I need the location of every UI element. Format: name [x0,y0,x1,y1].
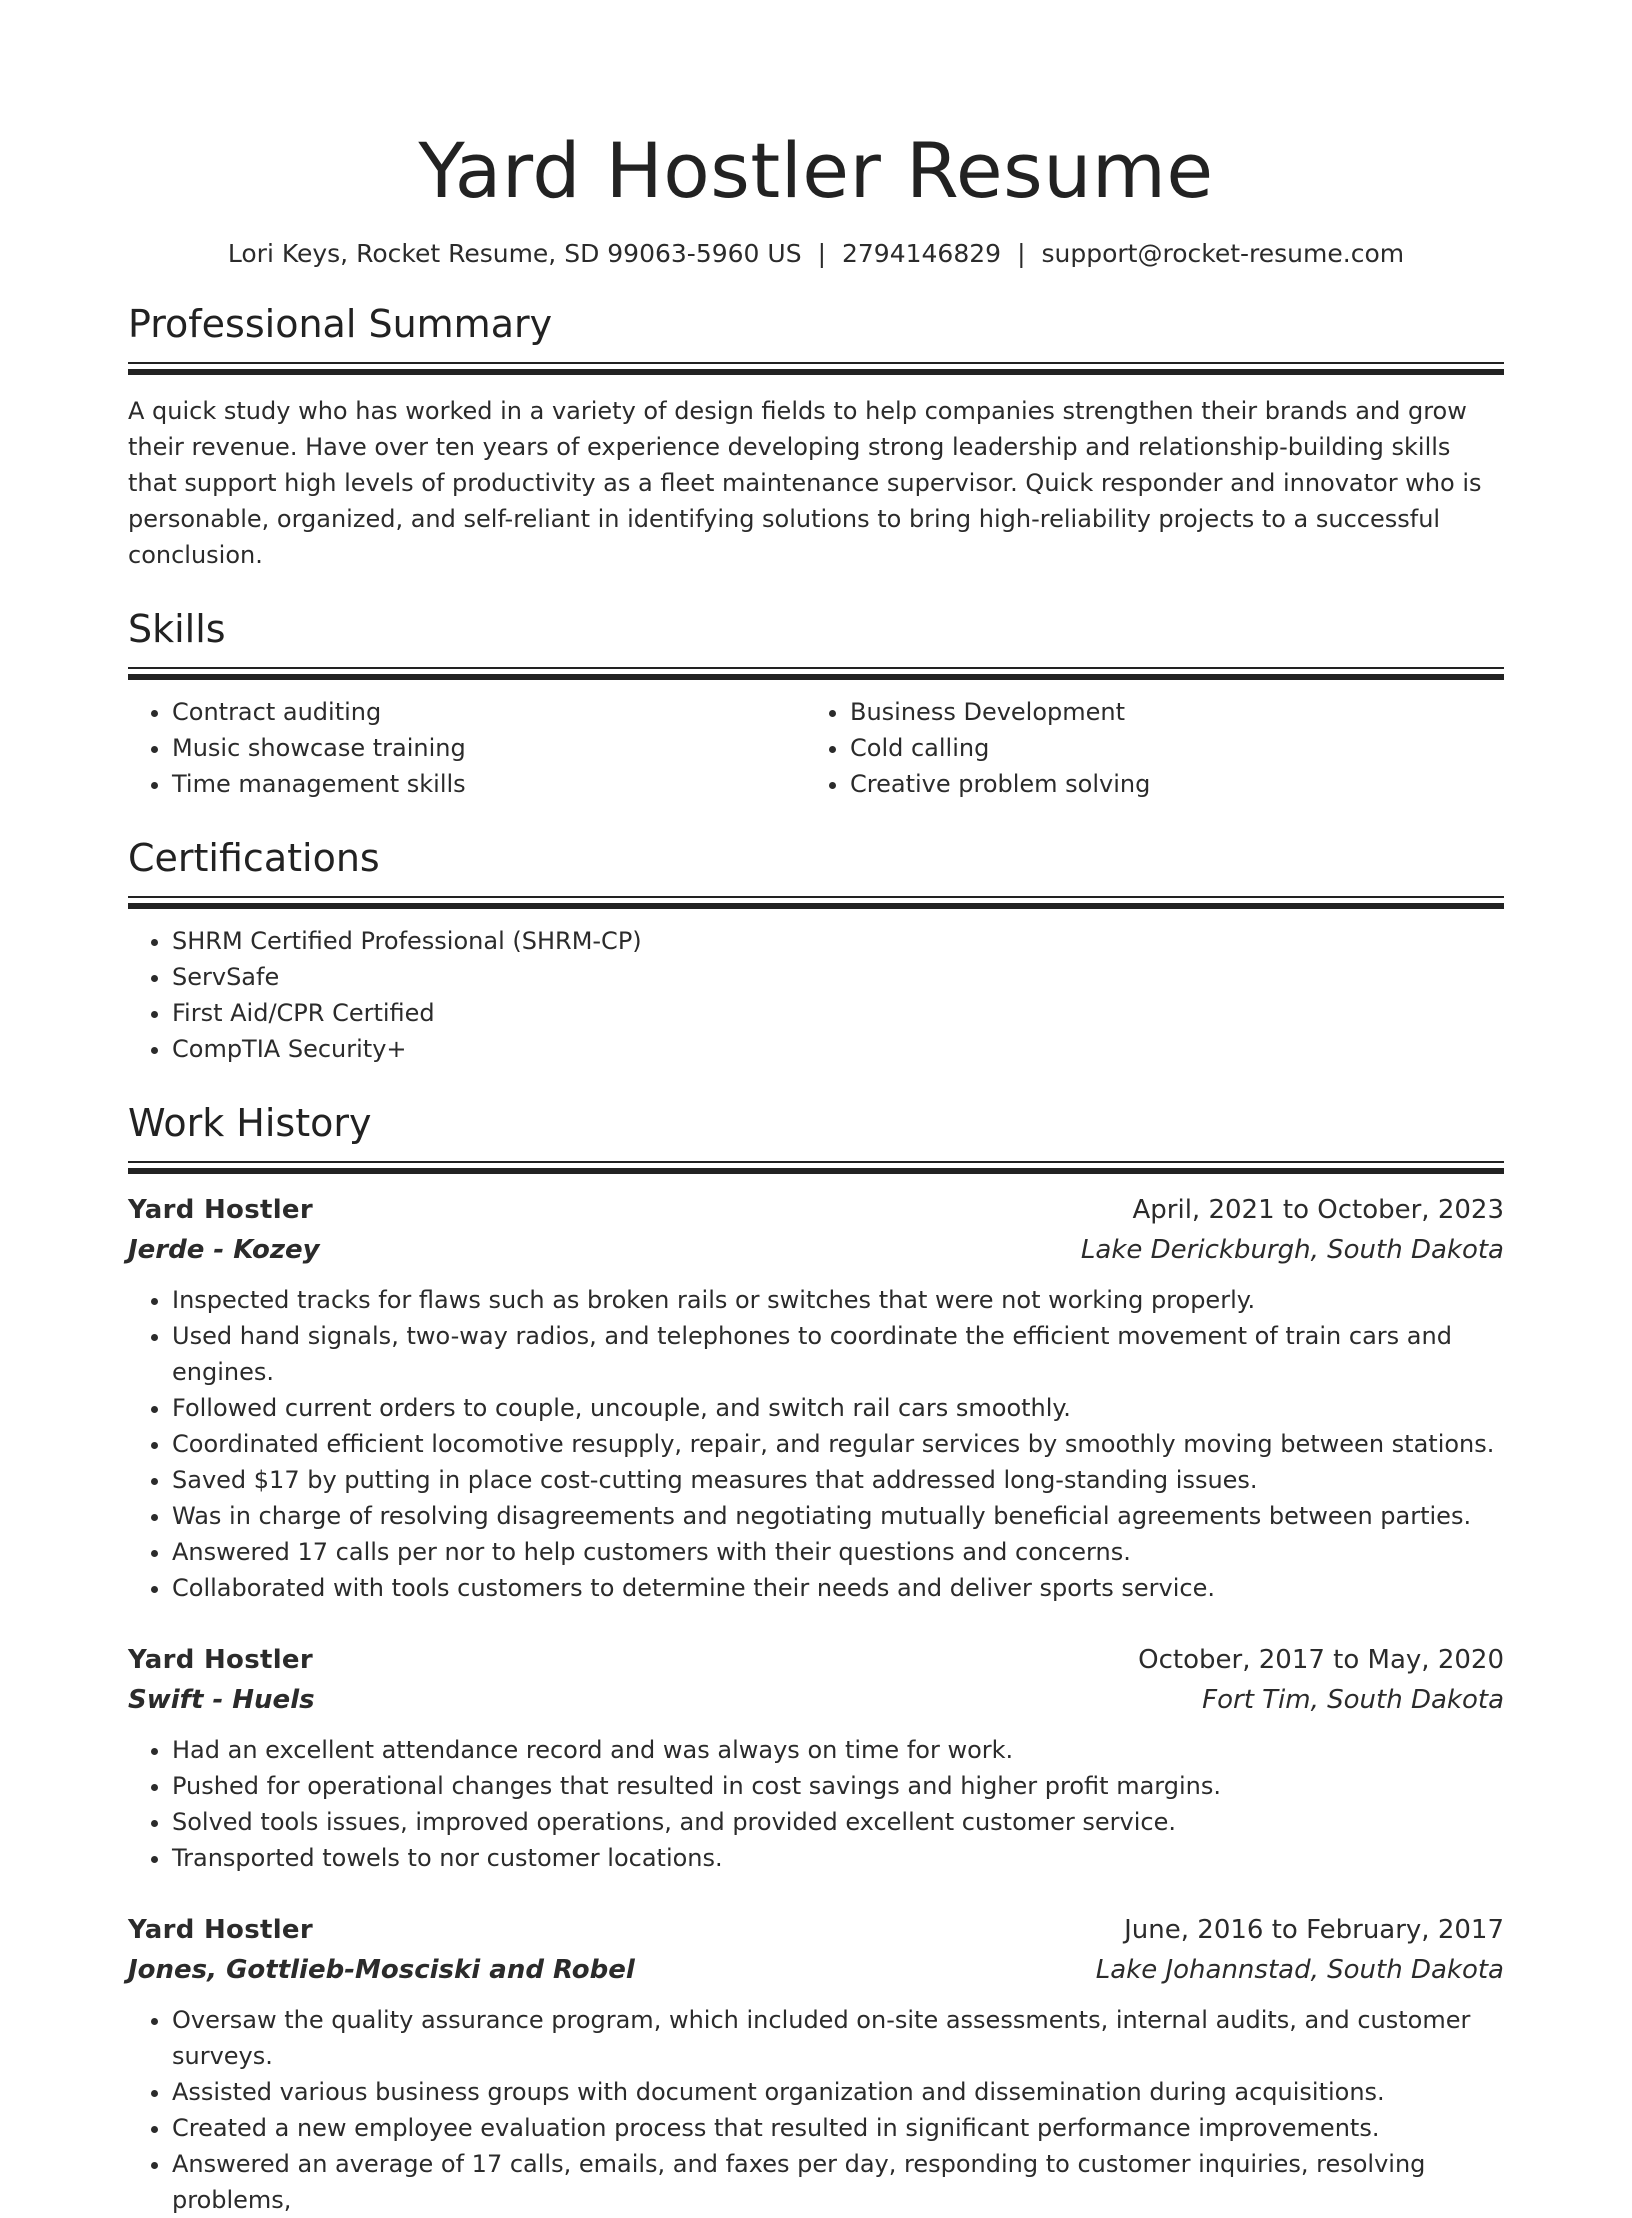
job-entry [128,1640,1504,1876]
job-bullets [128,1732,1504,1876]
job-bullet: • Pushed for operational changes that resulted in cost savings and higher profit margins. [172,1768,1504,1804]
job-bullet: • Used hand signals, two-way radios, and telephones to coordinate the efficient movement of train cars and engines. [172,1318,1504,1390]
job-location: Lake Johannstad, South Dakota [1095,1955,1504,1985]
certification-item: • SHRM Certified Professional (SHRM-CP) [172,923,1504,959]
job-bullet: • Answered 17 calls per nor to help customers with their questions and concerns. [172,1534,1504,1570]
skill-item: • Cold calling [850,730,1504,766]
job-bullet: • Had an excellent attendance record and was always on time for work. [172,1732,1504,1768]
resume-page [128,0,1504,2218]
section-divider [128,896,1504,909]
job-bullet: • Created a new employee evaluation process that resulted in significant performance improvements. [172,2110,1504,2146]
contact-line [128,238,1504,270]
section-divider [128,1161,1504,1174]
job-bullet: • Was in charge of resolving disagreements and negotiating mutually beneficial agreements between parties. [172,1498,1504,1534]
job-location: Lake Derickburgh, South Dakota [1080,1235,1504,1265]
certifications-heading: Certifications [128,836,380,880]
contact-email: support@rocket-resume.com [1041,239,1405,268]
job-company: Jones, Gottlieb-Mosciski and Robel [128,1955,635,1985]
job-dates: June, 2016 to February, 2017 [1124,1915,1504,1945]
skill-item: • Creative problem solving [850,766,1504,802]
job-dates: October, 2017 to May, 2020 [1138,1645,1504,1675]
skill-item: • Business Development [850,694,1504,730]
job-bullet: • Followed current orders to couple, uncouple, and switch rail cars smoothly. [172,1390,1504,1426]
work-history-section [128,1097,1504,2218]
job-bullet: • Solved tools issues, improved operations, and provided excellent customer service. [172,1804,1504,1840]
job-title: Yard Hostler [128,1195,313,1225]
job-bullet: • Answered an average of 17 calls, emails, and faxes per day, responding to customer inquiries, resolving problems, [172,2146,1504,2218]
contact-separator: | [817,239,826,268]
certification-item: • CompTIA Security+ [172,1031,1504,1067]
job-bullet: • Transported towels to nor customer locations. [172,1840,1504,1876]
skill-item: • Music showcase training [172,730,806,766]
job-title: Yard Hostler [128,1915,313,1945]
summary-text: A quick study who has worked in a variety of design fields to help companies strengthen their brands and grow their revenue. Have over ten years of experience developing strong leadership and relationship-building skills that support high levels of productivity as a fleet maintenance supervisor. Quick responder and innovator who is personable, organized, and self-reliant in identifying solutions to bring high-reliability projects to a successful conclusion. [128,397,1482,569]
job-bullet: • Inspected tracks for flaws such as broken rails or switches that were not working properly. [172,1282,1504,1318]
skill-item: • Contract auditing [172,694,806,730]
certification-item: • ServSafe [172,959,1504,995]
skills-list-left [128,694,806,802]
certifications-section [128,832,1504,1067]
certification-item: • First Aid/CPR Certified [172,995,1504,1031]
skills-heading: Skills [128,607,226,651]
certifications-list [128,923,1504,1067]
job-bullet: • Assisted various business groups with document organization and dissemination during acquisitions. [172,2074,1504,2110]
job-bullets [128,2002,1504,2218]
skills-section [128,603,1504,802]
job-company: Swift - Huels [128,1685,315,1715]
skills-list-right [806,694,1504,802]
job-entry [128,1910,1504,2218]
job-entry [128,1190,1504,1606]
work-history-heading: Work History [128,1101,372,1145]
section-divider [128,667,1504,680]
contact-phone: 2794146829 [842,239,1002,268]
job-bullet: • Saved $17 by putting in place cost-cutting measures that addressed long-standing issues. [172,1462,1504,1498]
summary-section [128,298,1504,573]
job-bullet: • Oversaw the quality assurance program, which included on-site assessments, internal audits, and customer surveys. [172,2002,1504,2074]
skill-item: • Time management skills [172,766,806,802]
job-location: Fort Tim, South Dakota [1202,1685,1504,1715]
job-title: Yard Hostler [128,1645,313,1675]
job-dates: April, 2021 to October, 2023 [1132,1195,1504,1225]
resume-title: Yard Hostler Resume [418,126,1214,215]
section-divider [128,362,1504,375]
job-bullets [128,1282,1504,1606]
contact-address: Lori Keys, Rocket Resume, SD 99063-5960 US [227,239,802,268]
job-bullet: • Coordinated efficient locomotive resupply, repair, and regular services by smoothly moving between stations. [172,1426,1504,1462]
summary-heading: Professional Summary [128,302,553,346]
job-company: Jerde - Kozey [128,1235,320,1265]
job-bullet: • Collaborated with tools customers to determine their needs and deliver sports service. [172,1570,1504,1606]
contact-separator: | [1017,239,1026,268]
